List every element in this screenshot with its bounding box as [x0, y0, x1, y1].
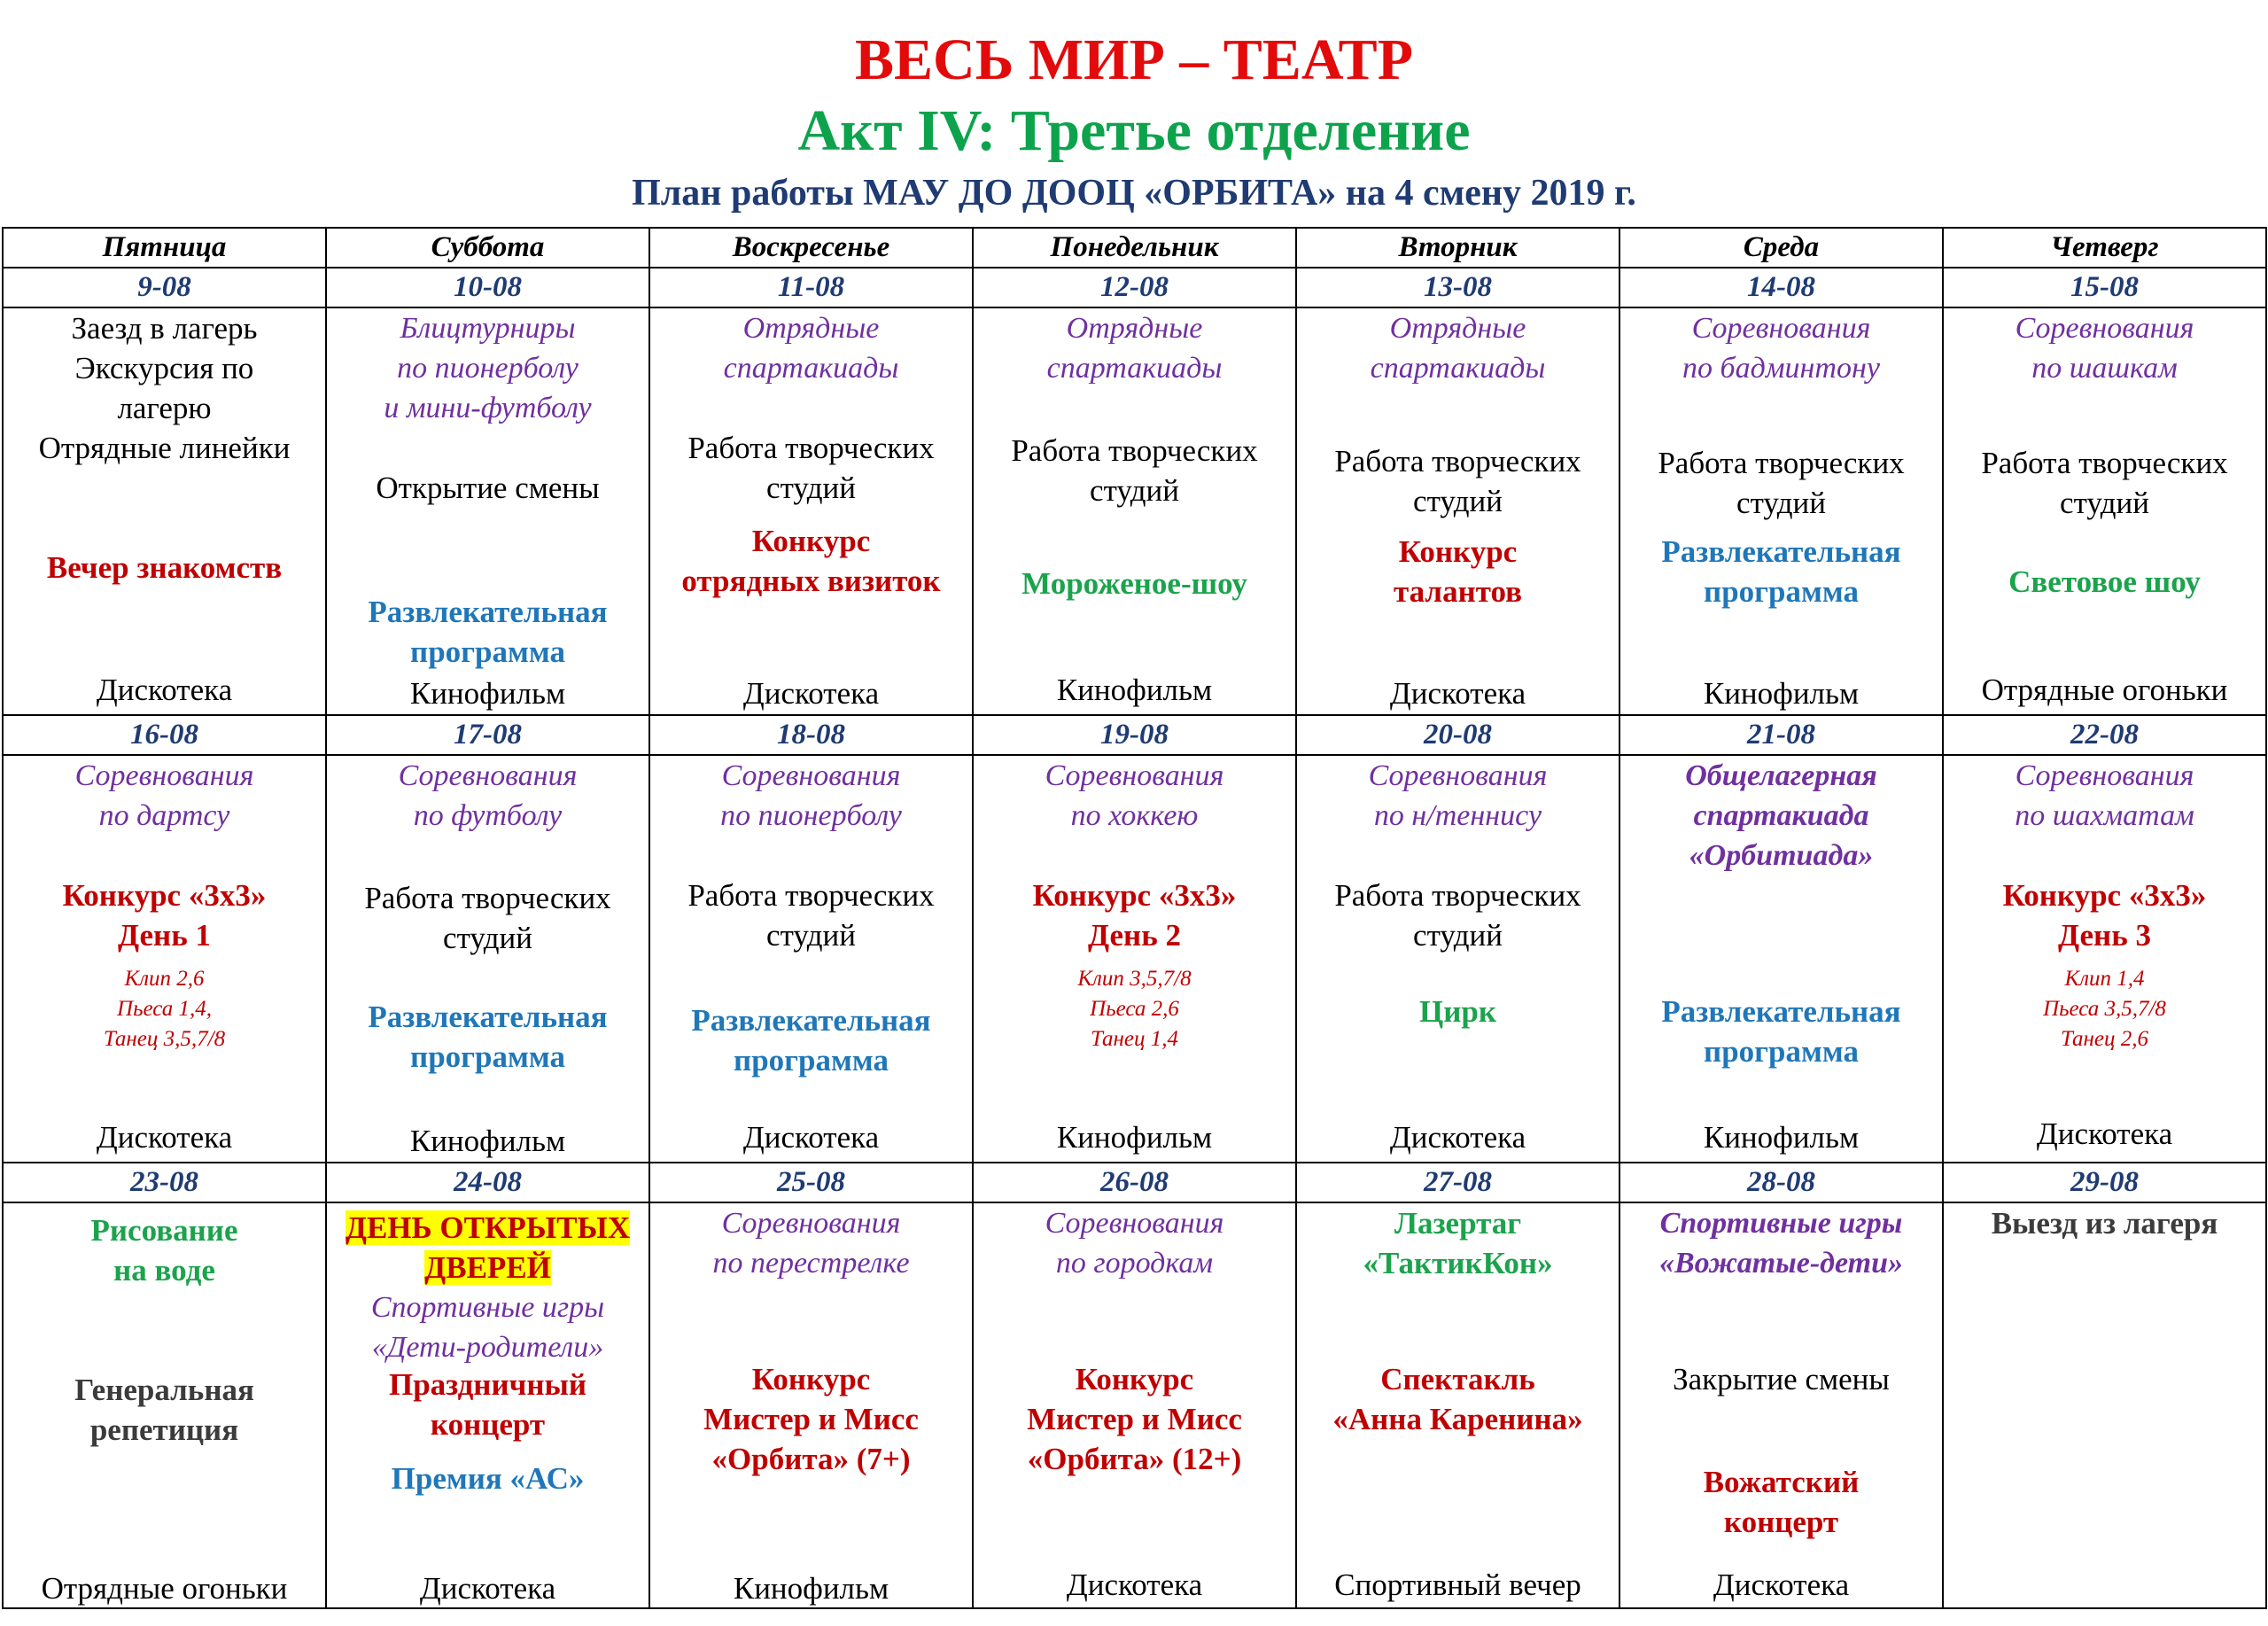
event-block [974, 1117, 1295, 1157]
event-block [4, 875, 325, 955]
event-line: Отрядные [742, 312, 880, 345]
date-cell: 17-08 [326, 715, 649, 755]
event-line: Соревнования [74, 759, 254, 792]
event-line: студий [443, 921, 532, 955]
event-block [1297, 673, 1619, 713]
event-block [1620, 673, 1942, 713]
event-line: Пьеса 1,4, [117, 997, 212, 1021]
event-line: Работа творческих [687, 878, 935, 913]
date-row [3, 268, 2266, 307]
event-line: Дискотека [419, 1571, 556, 1606]
event-line: Отрядные [1389, 312, 1526, 345]
event-line: Танец 1,4 [1091, 1027, 1178, 1051]
event-line: Отрядные огоньки [1981, 673, 2228, 707]
date-cell: 24-08 [326, 1163, 649, 1202]
event-line: Лазертаг [1394, 1206, 1522, 1241]
event-line: Конкурс «3х3» [62, 878, 267, 913]
event-line: Соревнования [2015, 312, 2194, 345]
event-line: Соревнования [1368, 759, 1548, 792]
event-line: Пьеса 2,6 [1090, 997, 1179, 1021]
event-line: Кинофильм [1056, 1120, 1213, 1155]
event-line: Генеральная [74, 1373, 254, 1407]
event-block [974, 875, 1295, 955]
event-line: Премия «АС» [391, 1461, 585, 1496]
date-cell: 21-08 [1619, 715, 1943, 755]
event-block [327, 592, 649, 672]
date-cell: 19-08 [973, 715, 1296, 755]
event-block [1297, 441, 1619, 521]
weekday-header-row [3, 228, 2266, 268]
event-line: программа [1704, 1034, 1859, 1069]
event-line: Развлекательная [1661, 534, 1901, 569]
event-block [1297, 532, 1619, 611]
event-line: «Дети-родители» [371, 1331, 604, 1364]
event-line: Спортивные игры [370, 1291, 605, 1324]
event-line: Дискотека [96, 673, 233, 707]
event-line: Дискотека [1389, 676, 1526, 711]
event-line: Закрытие смены [1673, 1362, 1890, 1396]
event-line: Спортивные игры [1659, 1207, 1903, 1240]
event-block [974, 1565, 1295, 1605]
event-line: лагерю [117, 391, 212, 425]
event-block [650, 673, 972, 713]
weekday-header: Понедельник [973, 228, 1296, 268]
event-block [974, 431, 1295, 510]
event-line: программа [410, 634, 565, 669]
event-line: по дартсу [98, 799, 230, 832]
event-line: Дискотека [742, 676, 880, 711]
event-line: студий [1090, 473, 1179, 508]
day-events-cell [1619, 755, 1943, 1163]
event-line: Мороженое-шоу [1021, 566, 1247, 601]
event-block [974, 1203, 1295, 1283]
event-block [1620, 756, 1942, 875]
day-events-cell [1296, 1202, 1619, 1608]
event-line: студий [1413, 918, 1503, 953]
event-line: Соревнования [1045, 1207, 1224, 1240]
event-line: Праздничный [388, 1367, 587, 1402]
events-row [3, 755, 2266, 1163]
event-block [974, 964, 1295, 1054]
event-block [4, 964, 325, 1054]
event-line: День 2 [1088, 918, 1181, 953]
date-cell: 15-08 [1943, 268, 2266, 307]
event-block [327, 1459, 649, 1498]
event-block [650, 428, 972, 508]
event-line: по шашкам [2031, 352, 2178, 385]
event-block [4, 1568, 325, 1608]
event-line: День 1 [118, 918, 211, 953]
event-line: по н/теннису [1373, 799, 1542, 832]
event-line: Открытие смены [376, 471, 600, 505]
event-line: Конкурс [751, 524, 871, 558]
event-line: Дискотека [1066, 1568, 1203, 1602]
events-row [3, 1202, 2266, 1608]
event-line: Вечер знакомств [46, 550, 283, 585]
event-line: Кинофильм [409, 1124, 566, 1158]
event-line: Развлекательная [368, 1000, 608, 1034]
page-subtitle: Акт IV: Третье отделение [797, 98, 1471, 163]
event-line: студий [766, 471, 856, 505]
event-line: Конкурс «3х3» [1032, 878, 1237, 913]
event-line: Дискотека [1713, 1568, 1850, 1602]
event-block [1620, 443, 1942, 523]
event-line: Кинофильм [1056, 673, 1213, 707]
event-line: «ТактикКон» [1363, 1246, 1553, 1280]
day-events-cell [3, 1202, 326, 1608]
date-cell: 26-08 [973, 1163, 1296, 1202]
weekday-header: Пятница [3, 228, 326, 268]
event-line: Блицтурниры [400, 312, 576, 345]
event-line: Конкурс [1398, 534, 1518, 569]
event-line: Дискотека [742, 1120, 880, 1155]
date-row [3, 1163, 2266, 1202]
event-line: Кинофильм [409, 676, 566, 711]
date-cell: 27-08 [1296, 1163, 1619, 1202]
event-line: по бадминтону [1682, 352, 1880, 385]
weekday-header: Среда [1619, 228, 1943, 268]
date-cell: 12-08 [973, 268, 1296, 307]
event-line: Работа творческих [1981, 446, 2228, 480]
event-block [1944, 756, 2265, 836]
event-line: Кинофильм [1703, 676, 1860, 711]
event-line: Отрядные [1066, 312, 1203, 345]
event-block [650, 875, 972, 955]
event-block [1944, 875, 2265, 955]
weekday-header: Четверг [1943, 228, 2266, 268]
day-events-cell [1943, 755, 2266, 1163]
event-line: Кинофильм [1703, 1120, 1860, 1155]
event-line: Пьеса 3,5,7/8 [2043, 997, 2166, 1021]
event-line: концерт [1723, 1505, 1839, 1539]
event-block [1620, 1565, 1942, 1605]
event-line: Работа творческих [687, 431, 935, 465]
event-block [327, 1288, 649, 1367]
event-line: День 3 [2058, 918, 2151, 953]
event-line: Вожатский [1703, 1465, 1860, 1499]
event-line: Работа творческих [1334, 444, 1581, 478]
event-line: концерт [430, 1407, 546, 1442]
event-block [650, 1359, 972, 1479]
event-line: спартакиады [723, 352, 899, 385]
event-line: спартакиады [1370, 352, 1546, 385]
weekday-header: Суббота [326, 228, 649, 268]
event-block [1944, 308, 2265, 388]
event-block [327, 1121, 649, 1161]
event-block [327, 673, 649, 713]
event-line: Общелагерная [1685, 759, 1877, 792]
event-line: Соревнования [1045, 759, 1224, 792]
event-line: «Орбита» (12+) [1027, 1442, 1242, 1476]
date-cell: 23-08 [3, 1163, 326, 1202]
event-block [4, 670, 325, 710]
page-title: ВЕСЬ МИР – ТЕАТР [854, 27, 1414, 92]
event-block [1944, 964, 2265, 1054]
event-line: спартакиады [1046, 352, 1223, 385]
event-block [1620, 1117, 1942, 1157]
day-events-cell [326, 307, 649, 715]
event-line: Спортивный вечер [1334, 1568, 1581, 1602]
event-block [974, 756, 1295, 836]
event-line: Танец 3,5,7/8 [103, 1027, 226, 1051]
date-cell: 22-08 [1943, 715, 2266, 755]
event-line: Танец 2,6 [2061, 1027, 2148, 1051]
event-block [1944, 1114, 2265, 1154]
day-events-cell [649, 1202, 973, 1608]
event-block [327, 997, 649, 1077]
day-events-cell [3, 307, 326, 715]
event-line: Соревнования [1691, 312, 1871, 345]
date-cell: 13-08 [1296, 268, 1619, 307]
event-block [974, 1359, 1295, 1479]
event-line: студий [2060, 486, 2149, 520]
event-line: Соревнования [721, 759, 901, 792]
event-line: по пионерболу [397, 352, 579, 385]
event-line: Дискотека [2036, 1116, 2173, 1151]
event-block [1620, 1203, 1942, 1283]
day-events-cell [326, 1202, 649, 1608]
event-line: «Орбитиада» [1689, 839, 1874, 872]
event-line: Работа творческих [364, 881, 611, 915]
event-line: программа [734, 1043, 889, 1078]
event-line: Спектакль [1380, 1362, 1535, 1396]
event-block [1944, 1203, 2265, 1243]
day-events-cell [649, 307, 973, 715]
page-header [0, 0, 2268, 214]
event-block [1297, 1203, 1619, 1283]
event-block [1297, 875, 1619, 955]
event-line: Клип 2,6 [124, 967, 205, 991]
weekday-header: Вторник [1296, 228, 1619, 268]
date-cell: 28-08 [1619, 1163, 1943, 1202]
event-block [974, 670, 1295, 710]
event-line: Рисование [90, 1213, 238, 1248]
day-events-cell [649, 755, 973, 1163]
event-block [1297, 1117, 1619, 1157]
event-line: Отрядные линейки [38, 431, 291, 465]
event-line: «Вожатые-дети» [1658, 1247, 1904, 1280]
event-block [1944, 562, 2265, 602]
event-line: Мистер и Мисс [1027, 1402, 1242, 1436]
day-events-cell [3, 755, 326, 1163]
day-events-cell [1943, 307, 2266, 715]
event-line: ДЕНЬ ОТКРЫТЫХ [345, 1210, 631, 1245]
event-block [4, 1210, 325, 1290]
event-line: Клип 1,4 [2064, 967, 2145, 991]
event-line: «Орбита» (7+) [711, 1442, 911, 1476]
event-block [1297, 308, 1619, 388]
event-block [650, 1203, 972, 1283]
day-events-cell [1296, 755, 1619, 1163]
event-block [327, 1365, 649, 1444]
event-line: спартакиада [1693, 799, 1869, 832]
event-line: Развлекательная [1661, 994, 1901, 1029]
event-line: Соревнования [2015, 759, 2194, 792]
event-line: Соревнования [721, 1207, 901, 1240]
event-line: Заезд в лагерь [71, 311, 258, 346]
date-cell: 20-08 [1296, 715, 1619, 755]
day-events-cell [973, 1202, 1296, 1608]
schedule-table [2, 227, 2267, 1609]
event-line: Конкурс [1075, 1362, 1194, 1396]
event-line: и мини-футболу [384, 392, 592, 424]
event-line: Работа творческих [1334, 878, 1581, 913]
date-cell: 9-08 [3, 268, 326, 307]
event-block [650, 1117, 972, 1157]
event-block [1944, 670, 2265, 710]
event-block [1620, 308, 1942, 388]
event-line: по городкам [1055, 1247, 1214, 1280]
date-cell: 29-08 [1943, 1163, 2266, 1202]
day-events-cell [973, 307, 1296, 715]
day-events-cell [1619, 307, 1943, 715]
event-line: отрядных визиток [681, 564, 941, 598]
event-line: талантов [1394, 574, 1522, 609]
event-block [974, 308, 1295, 388]
event-line: репетиция [89, 1412, 239, 1447]
event-block [650, 1000, 972, 1080]
event-block [327, 468, 649, 508]
page-caption: План работы МАУ ДО ДООЦ «ОРБИТА» на 4 смену 2019 г. [632, 173, 1636, 214]
event-block [4, 548, 325, 587]
day-events-cell [326, 755, 649, 1163]
event-line: Конкурс «3х3» [2002, 878, 2207, 913]
event-block [327, 1208, 649, 1288]
event-block [1297, 1359, 1619, 1439]
event-line: Цирк [1418, 994, 1497, 1029]
event-line: по хоккею [1070, 799, 1199, 832]
event-line: на воде [113, 1253, 215, 1288]
event-block [1297, 1565, 1619, 1605]
day-events-cell [1296, 307, 1619, 715]
event-line: по пионерболу [720, 799, 902, 832]
event-block [974, 564, 1295, 603]
event-line: студий [1736, 486, 1826, 520]
event-block [327, 878, 649, 958]
event-line: Клип 3,5,7/8 [1077, 967, 1192, 991]
date-cell: 25-08 [649, 1163, 973, 1202]
event-line: Отрядные огоньки [41, 1571, 288, 1606]
event-line: Экскурсия по [74, 351, 254, 385]
event-block [1297, 756, 1619, 836]
event-block [327, 1568, 649, 1608]
day-events-cell [1619, 1202, 1943, 1608]
event-block [650, 756, 972, 836]
day-events-cell [1943, 1202, 2266, 1608]
event-line: по перестрелке [712, 1247, 910, 1280]
event-line: «Анна Каренина» [1332, 1402, 1583, 1436]
event-line: Кинофильм [733, 1571, 889, 1606]
event-line: студий [766, 918, 856, 953]
event-line: ДВЕРЕЙ [424, 1250, 551, 1285]
date-row [3, 715, 2266, 755]
event-block [650, 308, 972, 388]
day-events-cell [973, 755, 1296, 1163]
event-line: Конкурс [751, 1362, 871, 1396]
events-row [3, 307, 2266, 715]
date-cell: 18-08 [649, 715, 973, 755]
event-line: Работа творческих [1011, 433, 1258, 468]
date-cell: 10-08 [326, 268, 649, 307]
event-block [4, 756, 325, 836]
event-line: Работа творческих [1658, 446, 1905, 480]
event-block [650, 521, 972, 601]
event-block [1620, 532, 1942, 611]
event-line: Дискотека [1389, 1120, 1526, 1155]
event-block [650, 1568, 972, 1608]
event-block [327, 756, 649, 836]
event-line: Развлекательная [691, 1003, 931, 1038]
event-block [1620, 992, 1942, 1071]
event-block [1620, 1359, 1942, 1399]
event-block [4, 1370, 325, 1450]
date-cell: 14-08 [1619, 268, 1943, 307]
event-block [1620, 1462, 1942, 1542]
event-block [1297, 992, 1619, 1031]
event-line: Мистер и Мисс [703, 1402, 919, 1436]
event-line: программа [1704, 574, 1859, 609]
event-line: Световое шоу [2008, 564, 2201, 599]
event-line: по футболу [413, 799, 563, 832]
event-block [4, 1117, 325, 1157]
event-line: Дискотека [96, 1120, 233, 1155]
event-block [4, 308, 325, 468]
event-line: студий [1413, 484, 1503, 518]
weekday-header: Воскресенье [649, 228, 973, 268]
event-line: Соревнования [398, 759, 578, 792]
event-line: программа [410, 1039, 565, 1074]
event-block [327, 308, 649, 428]
event-line: Развлекательная [368, 595, 608, 629]
event-block [1944, 443, 2265, 523]
event-line: по шахматам [2015, 799, 2194, 832]
date-cell: 16-08 [3, 715, 326, 755]
date-cell: 11-08 [649, 268, 973, 307]
event-line: Выезд из лагеря [1991, 1206, 2218, 1241]
